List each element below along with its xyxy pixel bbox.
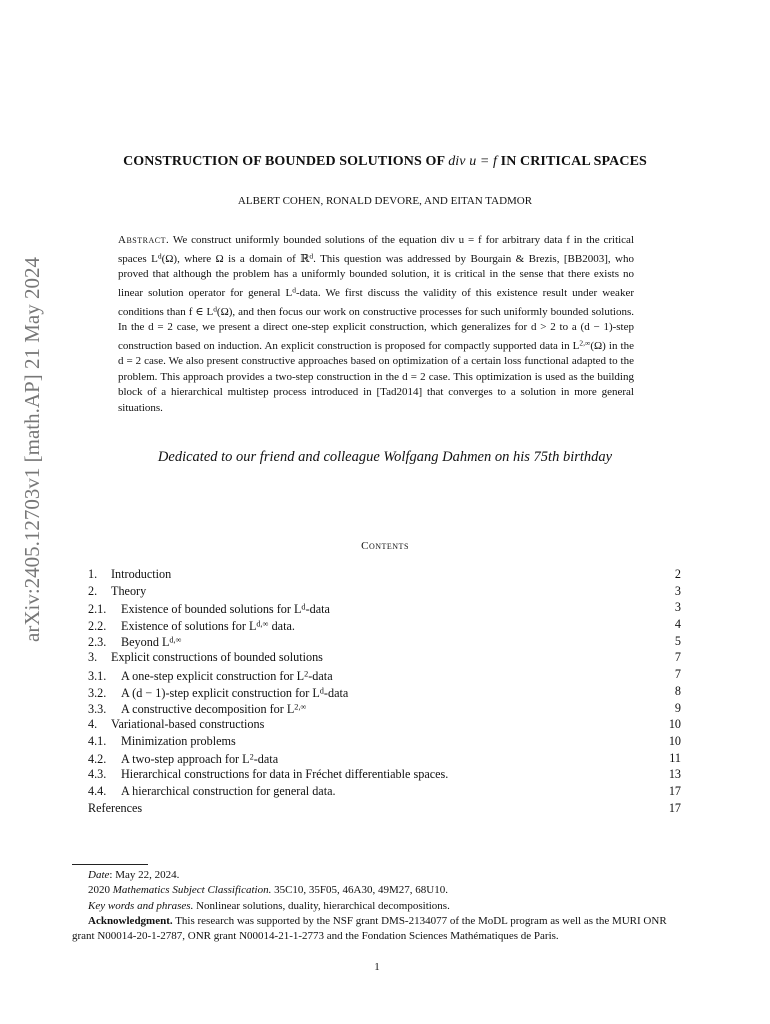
table-of-contents	[88, 566, 681, 816]
toc-entry-number: 3.2.	[88, 685, 107, 700]
footnote-date	[72, 868, 682, 883]
toc-entry-number: 2.3.	[88, 635, 107, 650]
toc-entry[interactable]	[88, 649, 681, 666]
toc-entry-page: 13	[668, 767, 681, 782]
title-part-1: CONSTRUCTION OF BOUNDED SOLUTIONS OF	[123, 154, 449, 169]
arxiv-identifier: arXiv:2405.12703v1 [math.AP] 21 May 2024	[20, 257, 44, 643]
footnotes	[72, 868, 682, 944]
toc-entry[interactable]	[88, 683, 681, 700]
toc-entry-number: 1.	[88, 567, 98, 581]
toc-entry[interactable]	[88, 666, 681, 683]
toc-entry-page: 10	[668, 717, 681, 732]
msc-value: 35C10, 35F05, 46A30, 49M27, 68U10.	[271, 884, 448, 897]
toc-entry[interactable]	[88, 583, 681, 600]
toc-entry-page: 7	[674, 650, 681, 665]
toc-entry-page: 10	[668, 733, 681, 748]
footnote-acknowledgment	[72, 914, 682, 945]
toc-entry-title: A one-step explicit construction for $L^2$-data	[121, 668, 333, 683]
abstract	[118, 233, 634, 416]
contents-heading: Contents	[361, 540, 409, 552]
toc-entry-title: Theory	[111, 583, 147, 598]
toc-entry-number: 3.3.	[88, 702, 107, 717]
msc-label: Mathematics Subject Classification.	[112, 884, 272, 897]
toc-entry-title: Existence of bounded solutions for $L^d$-data	[121, 602, 330, 617]
title-part-2: IN CRITICAL SPACES	[497, 154, 647, 169]
toc-entry-title: A two-step approach for $L^2$-data	[121, 752, 279, 767]
footnote-msc	[72, 883, 682, 898]
paper-title	[60, 154, 710, 170]
date-label: Date	[88, 869, 110, 881]
toc-entry[interactable]	[88, 750, 681, 767]
toc-entry-title: References	[88, 800, 143, 815]
toc-entry-title: Hierarchical constructions for data in Fréchet differentiable spaces.	[121, 767, 449, 782]
toc-entry-page: 17	[668, 783, 681, 798]
toc-entry-page: 7	[674, 667, 681, 682]
toc-entry-page: 17	[668, 800, 681, 815]
toc-entry-title: A constructive decomposition for $L^{2,\infty}$	[121, 702, 307, 717]
toc-entry-number: 4.3.	[88, 767, 107, 782]
msc-prefix: 2020	[88, 884, 113, 897]
toc-entry-number: 3.	[88, 650, 98, 665]
date-value: : May 22, 2024.	[109, 869, 180, 881]
page-number: 1	[374, 961, 380, 973]
toc-entry-page: 2	[674, 567, 681, 581]
toc-entry[interactable]	[88, 800, 681, 817]
footnote-rule	[72, 864, 148, 865]
toc-entry[interactable]	[88, 783, 681, 800]
toc-entry-number: 2.	[88, 583, 98, 598]
abstract-body: We construct uniformly bounded solutions of the equation div u = f for arbitrary data f in the critical spaces $L^d(\Omega)$, where Ω is a domain of ℝ$^d$. This question was addressed by Bourgain & Brezis, [BB2003], who proved that although the problem has a uniformly bounded solution, it is critical in the sense that there exists no linear solution operator for general $L^d$-data. We first discuss the validity of this existence result under weaker conditions than f ∈ $L^d(\Omega)$, and then focus our work on constructive processes for such uniformly bounded solutions. In the d = 2 case, we present a direct one-step explicit construction, which generalizes for d > 2 to a (d − 1)-step construction based on induction. An explicit construction is proposed for compactly supported data in $L^{2,\infty}(\Omega)$ in the d = 2 case. We also present constructive approaches based on optimization of a certain loss functional adapted to the problem. This approach provides a two-step construction in the d = 2 case. This optimization is used as the building block of a hierarchical multistep process introduced in [Tad2014] that converges to a solution in more general situations.	[118, 234, 634, 414]
toc-entry-number: 4.1.	[88, 733, 107, 748]
footnote-keywords	[72, 899, 682, 914]
abstract-label: Abstract.	[118, 234, 170, 246]
toc-entry-number: 4.	[88, 717, 98, 732]
toc-entry[interactable]	[88, 616, 681, 633]
toc-entry[interactable]	[88, 716, 681, 733]
keywords-value: Nonlinear solutions, duality, hierarchical decompositions.	[193, 899, 450, 912]
toc-entry-page: 11	[669, 750, 681, 765]
dedication: Dedicated to our friend and colleague Wolfgang Dahmen on his 75th birthday	[157, 449, 613, 465]
toc-entry-page: 9	[674, 700, 681, 715]
toc-entry-number: 4.2.	[88, 752, 107, 767]
toc-entry-page: 5	[674, 633, 681, 648]
toc-entry[interactable]	[88, 733, 681, 750]
title-equation: div u = f	[448, 154, 498, 169]
toc-entry-number: 4.4.	[88, 783, 107, 798]
toc-entry-page: 3	[674, 600, 681, 615]
toc-entry-title: Minimization problems	[121, 733, 236, 748]
keywords-label: Key words and phrases.	[88, 899, 194, 912]
toc-entry[interactable]	[88, 700, 681, 717]
toc-entry-title: A (d − 1)-step explicit construction for $L^d$-data	[121, 685, 349, 700]
ack-value: This research was supported by the NSF grant DMS-2134077 of the MoDL program as well as the MURI ONR grant N00014-20-1-2787, ONR grant N00014-21-1-2773 and the Fondation Sciences Mathématiques de Paris.	[72, 914, 667, 943]
toc-entry-page: 4	[674, 617, 681, 632]
toc-entry-title: Explicit constructions of bounded solutions	[111, 650, 323, 665]
toc-entry-number: 2.1.	[88, 602, 107, 617]
toc-entry-title: Variational-based constructions	[111, 717, 265, 732]
toc-entry-page: 8	[674, 683, 681, 698]
toc-entry-title: A hierarchical construction for general data.	[121, 783, 336, 798]
toc-entry-page: 3	[674, 583, 681, 598]
toc-entry[interactable]	[88, 599, 681, 616]
toc-entry[interactable]	[88, 566, 681, 583]
toc-entry-title: Introduction	[111, 567, 172, 581]
ack-label: Acknowledgment.	[88, 914, 173, 927]
toc-entry[interactable]	[88, 766, 681, 783]
author-list: ALBERT COHEN, RONALD DEVORE, AND EITAN TADMOR	[237, 195, 533, 207]
toc-entry-title: Existence of solutions for $L^{d,\infty}$ data.	[121, 618, 295, 633]
toc-entry-number: 3.1.	[88, 668, 107, 683]
toc-entry-number: 2.2.	[88, 618, 107, 633]
toc-entry-title: Beyond $L^{d,\infty}$	[121, 635, 182, 650]
toc-entry[interactable]	[88, 633, 681, 650]
